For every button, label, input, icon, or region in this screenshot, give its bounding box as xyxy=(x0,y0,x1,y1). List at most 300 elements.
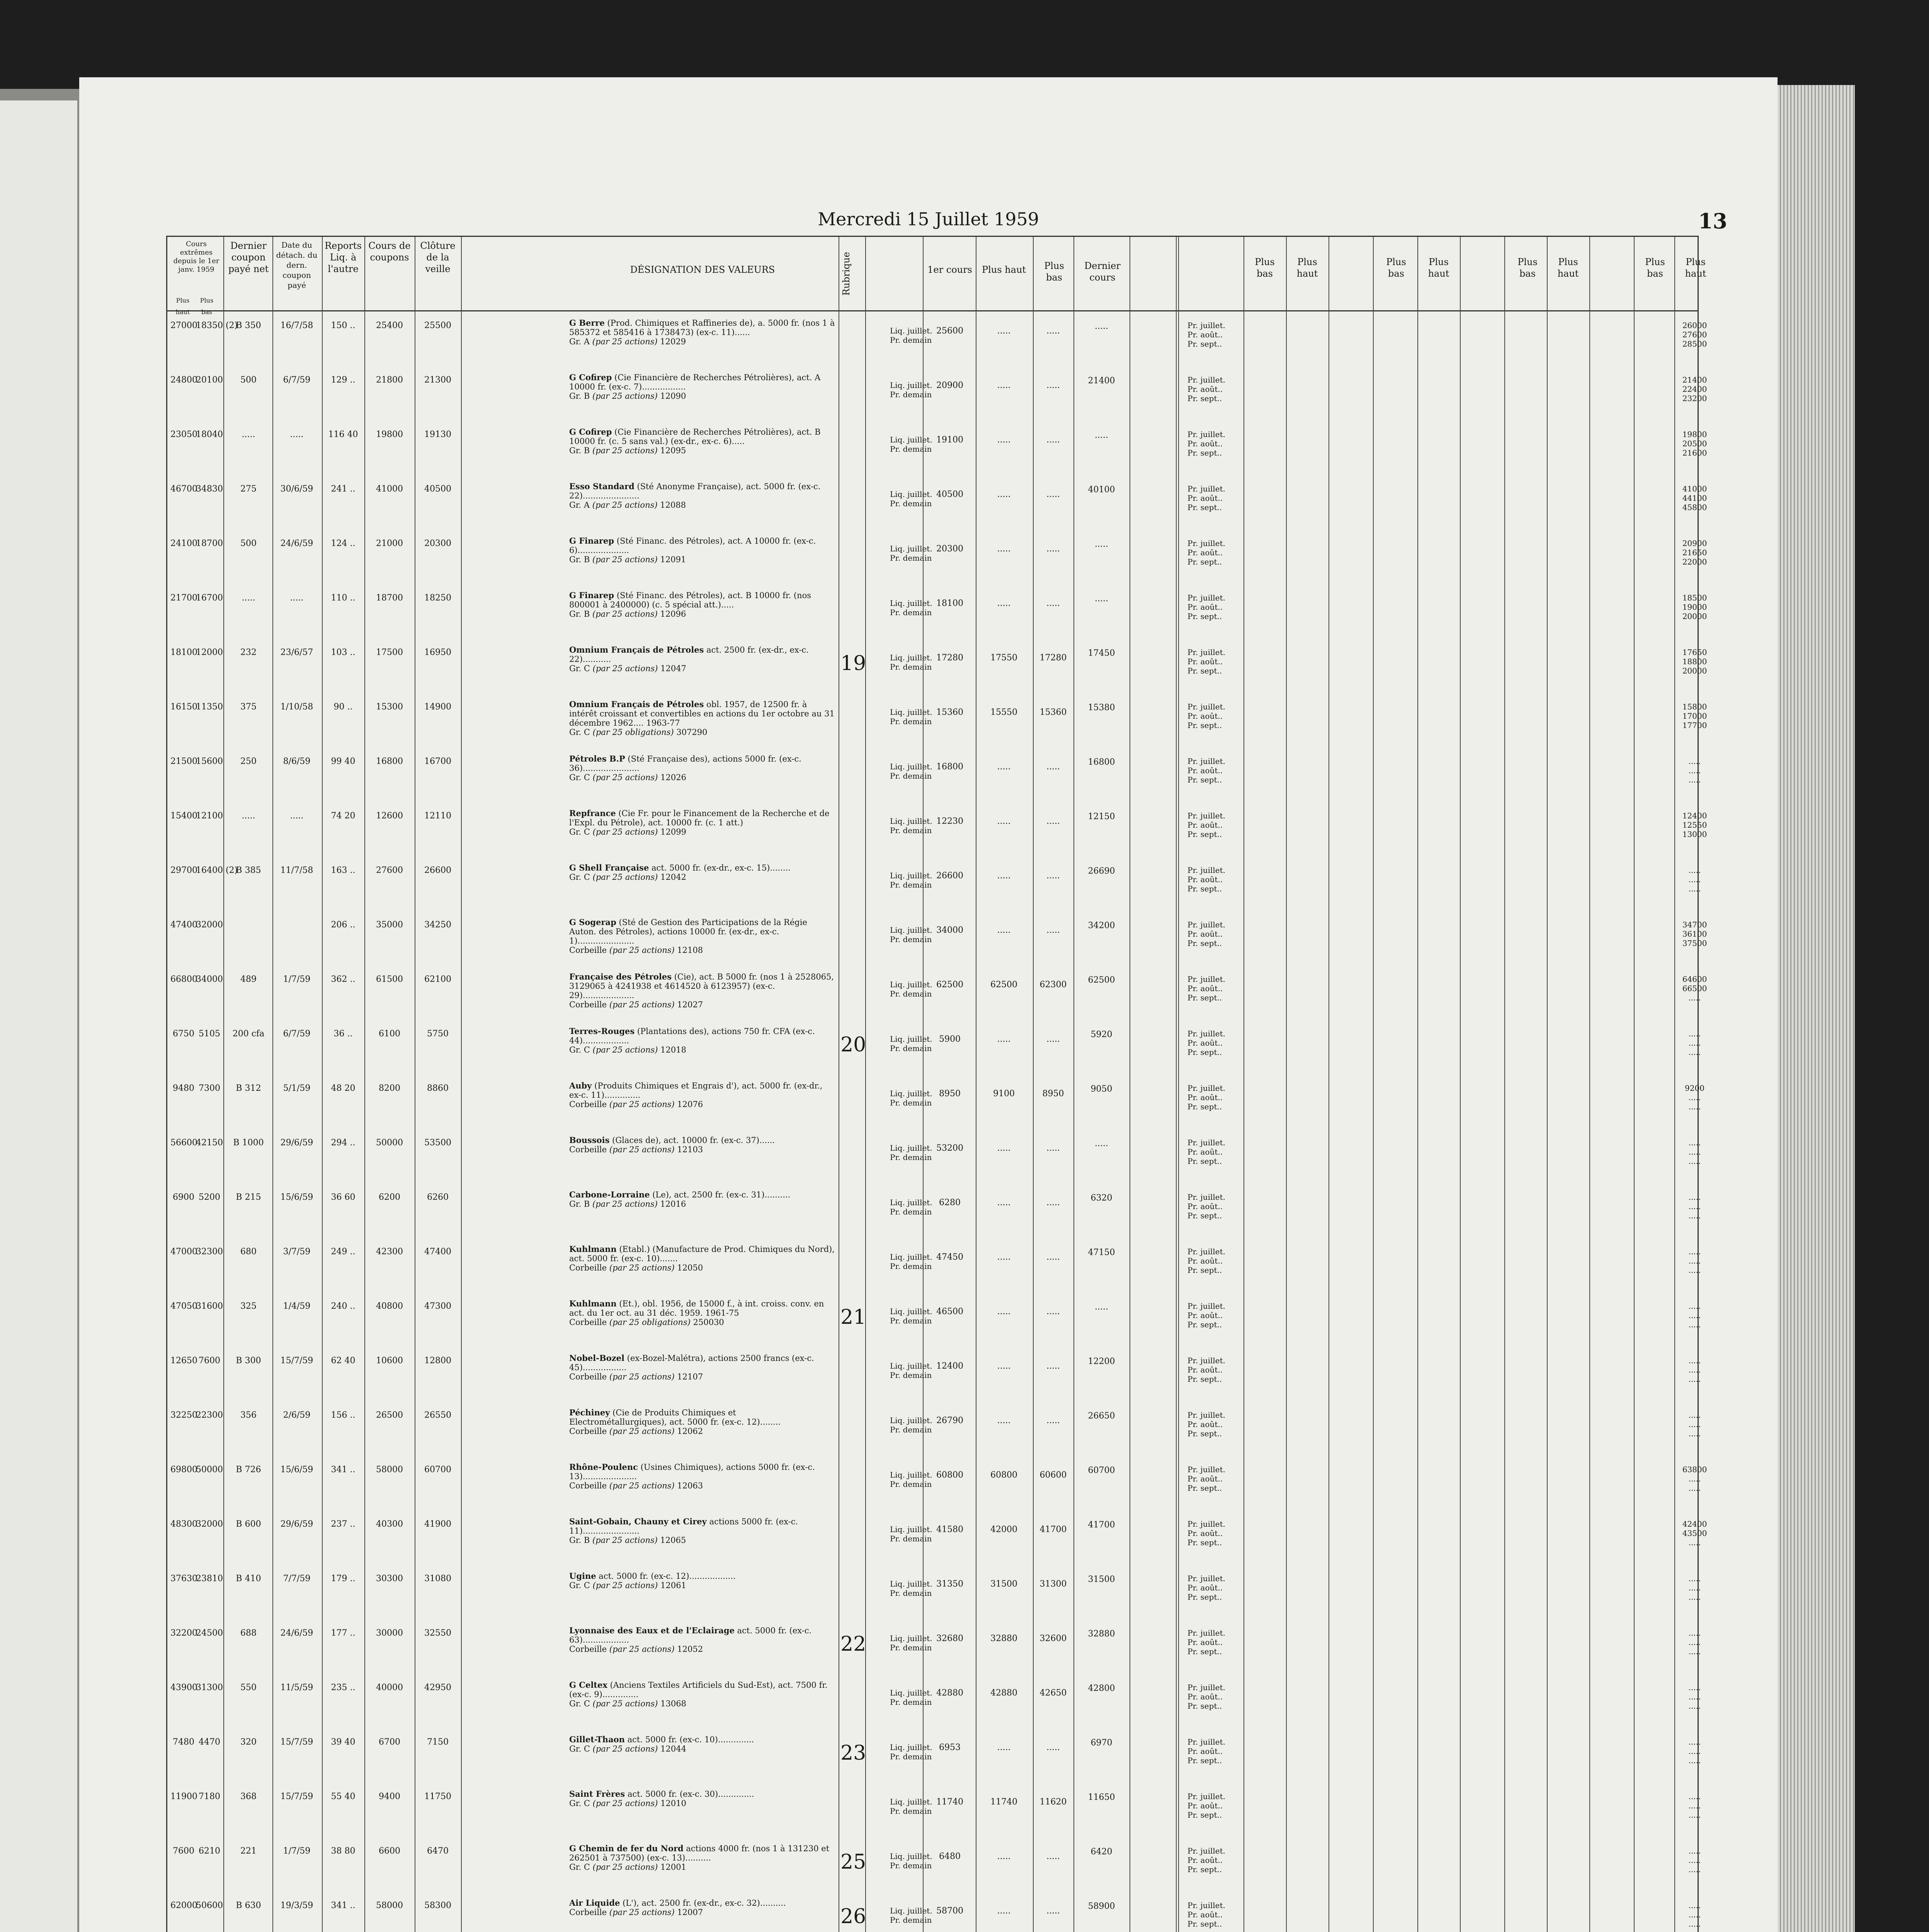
forward-price: ..... xyxy=(1688,1701,1701,1711)
plus-bas-today: ..... xyxy=(1046,1034,1060,1044)
reports-value: 74 20 xyxy=(331,811,356,821)
plus-haut-value: 6750 xyxy=(173,1029,194,1039)
plus-bas-today: 8950 xyxy=(1042,1089,1064,1099)
security-description: act. 5000 fr. (ex-dr., ex-c. 15)........ xyxy=(652,863,791,872)
security-description: (Cie Financière de Recherches Pétrolières), act. A 10000 fr. (ex-c. 7)................. xyxy=(569,373,821,391)
plus-bas-value: 31600 xyxy=(196,1301,223,1311)
security-name: G Cofirep xyxy=(569,427,612,437)
liq-label: Liq. juillet. xyxy=(890,599,932,608)
liq-label: Pr. demain xyxy=(890,880,932,889)
forward-prices xyxy=(1676,430,1713,457)
reports-value: 177 .. xyxy=(331,1628,356,1638)
lot-size: (par 25 actions) xyxy=(609,1000,675,1009)
col-designation: DÉSIGNATION DES VALEURS xyxy=(630,264,775,275)
cloture-value: 34250 xyxy=(424,920,451,930)
market-group: Corbeille xyxy=(569,1000,607,1009)
dernier-coupon-value: B 350 xyxy=(236,321,261,330)
forward-price: 66500 xyxy=(1682,984,1707,993)
date-detach-value: 3/7/59 xyxy=(283,1247,311,1257)
lot-size: (par 25 actions) xyxy=(592,1799,658,1808)
liq-label: Liq. juillet. xyxy=(890,762,932,771)
designation xyxy=(569,754,836,782)
forward-label: Pr. juillet. xyxy=(1187,1683,1226,1692)
plus-bas-today: ..... xyxy=(1046,925,1060,935)
lot-size: (par 25 actions) xyxy=(592,1581,658,1590)
designation xyxy=(569,1898,836,1917)
designation xyxy=(569,591,836,619)
forward-price: ..... xyxy=(1688,1256,1701,1265)
forward-labels xyxy=(1187,702,1245,730)
lot-size: (par 25 actions) xyxy=(592,446,658,455)
forward-labels xyxy=(1187,1683,1245,1711)
reports-value: 341 .. xyxy=(331,1465,356,1475)
plus-bas-value: 4470 xyxy=(199,1737,220,1747)
security-description: (Cie Fr. pour le Financement de la Recherche et de l'Expl. du Pétrole), act. 10000 fr. (c. 1 att.) xyxy=(569,809,830,827)
table-body xyxy=(167,316,1707,1932)
forward-prices xyxy=(1676,1519,1713,1547)
premier-cours-value: 6280 xyxy=(939,1198,961,1208)
dernier-coupon-value: ..... xyxy=(242,811,255,821)
forward-price: ..... xyxy=(1688,1628,1701,1638)
lot-size: (par 25 actions) xyxy=(592,391,658,401)
designation xyxy=(569,536,836,564)
dernier-cours-value: 26650 xyxy=(1088,1411,1115,1421)
date-detach-value: 8/6/59 xyxy=(283,757,311,766)
liq-label: Liq. juillet. xyxy=(890,1034,932,1044)
table-row xyxy=(167,1842,1701,1896)
newspaper-page xyxy=(79,77,1778,1932)
col-cours-coupons: Cours de coupons xyxy=(368,240,411,263)
security-code: 12090 xyxy=(660,391,686,401)
forward-price: ..... xyxy=(1688,1311,1701,1320)
lot-size: (par 25 actions) xyxy=(609,1481,675,1490)
forward-label: Pr. juillet. xyxy=(1187,539,1226,548)
designation xyxy=(569,1463,836,1490)
forward-labels xyxy=(1187,866,1245,893)
forward-label: Pr. août.. xyxy=(1187,1474,1223,1483)
forward-label: Pr. août.. xyxy=(1187,1365,1223,1374)
col-date-detach: Date du détach. du dern. coupon payé xyxy=(276,240,318,290)
rubrique-number: 26 xyxy=(840,1905,866,1928)
security-code: 12103 xyxy=(677,1145,703,1154)
security-name: G Berre xyxy=(569,318,605,328)
plus-bas-value: 7600 xyxy=(199,1356,220,1366)
security-description: (Cie Financière de Recherches Pétrolières), act. B 10000 fr. (c. 5 sans val.) (ex-dr., ex-c. 6)..... xyxy=(569,427,821,446)
security-name: Terres-Rouges xyxy=(569,1026,635,1036)
plus-haut-value: 18100 xyxy=(170,648,197,657)
market-group: Corbeille xyxy=(569,1908,607,1917)
dernier-coupon-value: B 600 xyxy=(236,1519,261,1529)
lot-size: (par 25 actions) xyxy=(609,1263,675,1272)
plus-haut-today: ..... xyxy=(997,435,1011,445)
forward-label: Pr. juillet. xyxy=(1187,920,1226,929)
security-code: 12076 xyxy=(677,1100,703,1109)
market-group: Corbeille xyxy=(569,1100,607,1109)
plus-bas-today: ..... xyxy=(1046,1743,1060,1752)
security-name: Esso Standard xyxy=(569,481,634,491)
security-name: Auby xyxy=(569,1081,592,1090)
plus-haut-today: 42000 xyxy=(990,1525,1017,1534)
plus-haut-value: 47400 xyxy=(170,920,197,930)
plus-bas-value: 42150 xyxy=(196,1138,223,1148)
date-detach-value: 1/7/59 xyxy=(283,975,311,984)
forward-label: Pr. sept.. xyxy=(1187,1320,1222,1329)
forward-price: 17650 xyxy=(1682,648,1707,657)
forward-label: Pr. sept.. xyxy=(1187,1048,1222,1057)
liq-label: Liq. juillet. xyxy=(890,653,932,662)
security-description: (Sté Anonyme Française), act. 5000 fr. (ex-c. 22)...................... xyxy=(569,482,821,500)
forward-label: Pr. août.. xyxy=(1187,1256,1223,1265)
forward-price: 20000 xyxy=(1682,666,1707,675)
designation xyxy=(569,1735,836,1753)
dernier-cours-value: 16800 xyxy=(1088,757,1115,767)
plus-haut-value: 32250 xyxy=(170,1410,197,1420)
lot-size: (par 25 actions) xyxy=(592,1045,658,1054)
liq-label: Liq. juillet. xyxy=(890,1852,932,1861)
forward-price: ..... xyxy=(1688,1737,1701,1747)
reports-value: 241 .. xyxy=(331,484,356,494)
plus-haut-value: 37630 xyxy=(170,1574,197,1583)
forward-label: Pr. juillet. xyxy=(1187,1301,1226,1311)
lot-size: (par 25 obligations) xyxy=(592,728,674,737)
market-group: Corbeille xyxy=(569,1263,607,1272)
cours-coupons-value: 40000 xyxy=(376,1683,403,1692)
forward-price: ..... xyxy=(1688,866,1701,875)
forward-price: ..... xyxy=(1688,1583,1701,1592)
plus-bas-value: 16400 (2) xyxy=(196,866,238,875)
cours-coupons-value: 21800 xyxy=(376,375,403,385)
forward-prices xyxy=(1676,1192,1713,1220)
col-fut-plus-haut-4: Plus haut xyxy=(1685,257,1706,279)
dernier-coupon-value: 500 xyxy=(240,539,257,548)
security-name: G Chemin de fer du Nord xyxy=(569,1844,684,1853)
forward-price: 22400 xyxy=(1682,384,1707,394)
security-name: G Cofirep xyxy=(569,372,612,382)
lot-size: (par 25 actions) xyxy=(609,1427,675,1436)
forward-label: Pr. août.. xyxy=(1187,766,1223,775)
stock-table xyxy=(166,236,1707,1932)
forward-price: ..... xyxy=(1688,1683,1701,1692)
liq-label: Liq. juillet. xyxy=(890,871,932,880)
forward-label: Pr. juillet. xyxy=(1187,1029,1226,1038)
forward-label: Pr. juillet. xyxy=(1187,866,1226,875)
liq-label: Pr. demain xyxy=(890,1207,932,1216)
forward-prices xyxy=(1676,321,1713,349)
forward-prices xyxy=(1676,702,1713,730)
cours-coupons-value: 6700 xyxy=(379,1737,400,1747)
forward-price: 20500 xyxy=(1682,439,1707,448)
forward-label: Pr. sept.. xyxy=(1187,1810,1222,1820)
plus-haut-today: ..... xyxy=(997,925,1011,935)
designation xyxy=(569,863,836,882)
table-row xyxy=(167,1351,1701,1405)
security-code: 12107 xyxy=(677,1372,703,1381)
forward-label: Pr. août.. xyxy=(1187,1202,1223,1211)
forward-label: Pr. sept.. xyxy=(1187,939,1222,948)
forward-price: ..... xyxy=(1688,1247,1701,1256)
market-group: Corbeille xyxy=(569,946,607,955)
forward-labels xyxy=(1187,757,1245,784)
liq-label: Liq. juillet. xyxy=(890,1198,932,1207)
security-description: (Cie), act. B 5000 fr. (nos 1 à 2528065, 3129065 à 4241938 et 4614520 à 6123957) (ex-c. 29).................... xyxy=(569,972,834,1000)
dernier-cours-value: 11650 xyxy=(1088,1793,1115,1802)
plus-bas-value: 32300 xyxy=(196,1247,223,1257)
premier-cours-value: 6953 xyxy=(939,1743,961,1752)
forward-price: ..... xyxy=(1688,766,1701,775)
forward-prices xyxy=(1676,1083,1713,1111)
security-description: (Le), act. 2500 fr. (ex-c. 31).......... xyxy=(652,1190,791,1199)
forward-label: Pr. juillet. xyxy=(1187,702,1226,711)
premier-cours-value: 15360 xyxy=(936,707,963,717)
liq-label: Pr. demain xyxy=(890,499,932,508)
forward-label: Pr. sept.. xyxy=(1187,1592,1222,1602)
rubrique-number: 22 xyxy=(840,1633,866,1656)
plus-haut-today: 62500 xyxy=(990,980,1017,990)
plus-haut-value: 21700 xyxy=(170,593,197,603)
plus-haut-today: 42880 xyxy=(990,1688,1017,1698)
forward-label: Pr. août.. xyxy=(1187,1801,1223,1810)
lot-size: (par 25 actions) xyxy=(609,1145,675,1154)
designation xyxy=(569,1081,836,1109)
forward-labels xyxy=(1187,1574,1245,1602)
forward-label: Pr. août.. xyxy=(1187,657,1223,666)
forward-price: ..... xyxy=(1688,993,1701,1002)
forward-price: ..... xyxy=(1688,1301,1701,1311)
forward-labels xyxy=(1187,375,1245,403)
cloture-value: 11750 xyxy=(424,1792,451,1801)
reports-value: 179 .. xyxy=(331,1574,356,1583)
forward-price: ..... xyxy=(1688,1919,1701,1929)
plus-bas-value: 12000 xyxy=(196,648,223,657)
liq-label: Pr. demain xyxy=(890,444,932,454)
cloture-value: 26550 xyxy=(424,1410,451,1420)
plus-bas-today: ..... xyxy=(1046,762,1060,772)
dernier-cours-value: 31500 xyxy=(1088,1575,1115,1584)
liq-label: Pr. demain xyxy=(890,1425,932,1434)
forward-price: 17000 xyxy=(1682,711,1707,721)
forward-labels xyxy=(1187,1138,1245,1166)
date-detach-value: 16/7/58 xyxy=(280,321,313,330)
designation xyxy=(569,1680,836,1708)
lot-size: (par 25 actions) xyxy=(592,1199,658,1209)
cours-coupons-value: 27600 xyxy=(376,866,403,875)
date-detach-value: 1/10/58 xyxy=(280,702,313,712)
security-description: obl. 1957, de 12500 fr. à intérêt croissant et convertibles en actions du 1er octobre au 31 décembre 1962.... 1963-77 xyxy=(569,700,835,728)
forward-label: Pr. sept.. xyxy=(1187,557,1222,566)
reports-value: 116 40 xyxy=(328,430,358,439)
dernier-cours-value: 41700 xyxy=(1088,1520,1115,1530)
rubrique-number: 20 xyxy=(840,1033,866,1056)
plus-haut-value: 48300 xyxy=(170,1519,197,1529)
plus-haut-today: ..... xyxy=(997,544,1011,554)
premier-cours-value: 11740 xyxy=(936,1797,963,1807)
dernier-coupon-value: 356 xyxy=(240,1410,257,1420)
security-name: Repfrance xyxy=(569,808,616,818)
market-group: Gr. A xyxy=(569,337,590,346)
forward-prices xyxy=(1676,1792,1713,1820)
premier-cours-value: 12400 xyxy=(936,1361,963,1371)
liq-label: Liq. juillet. xyxy=(890,816,932,826)
cloture-value: 53500 xyxy=(424,1138,451,1148)
col-fut-plus-bas-3: Plus bas xyxy=(1517,257,1538,279)
security-code: 12099 xyxy=(660,827,686,837)
market-group: Gr. A xyxy=(569,500,590,510)
forward-label: Pr. juillet. xyxy=(1187,430,1226,439)
plus-haut-today: ..... xyxy=(997,762,1011,772)
forward-label: Pr. août.. xyxy=(1187,1529,1223,1538)
forward-label: Pr. sept.. xyxy=(1187,1865,1222,1874)
forward-price: ..... xyxy=(1688,1029,1701,1038)
security-name: Lyonnaise des Eaux et de l'Eclairage xyxy=(569,1626,735,1635)
security-name: Gillet-Thaon xyxy=(569,1735,625,1744)
forward-prices xyxy=(1676,1301,1713,1329)
liq-label: Pr. demain xyxy=(890,608,932,617)
security-description: act. 5000 fr. (ex-c. 30).............. xyxy=(627,1789,754,1799)
table-row xyxy=(167,1079,1704,1133)
lot-size: (par 25 actions) xyxy=(592,1862,658,1872)
reports-value: 235 .. xyxy=(331,1683,356,1692)
security-code: 12108 xyxy=(677,946,703,955)
plus-haut-value: 46700 xyxy=(170,484,197,494)
cloture-value: 16950 xyxy=(424,648,451,657)
forward-price: ..... xyxy=(1688,1801,1701,1810)
forward-labels xyxy=(1187,539,1245,566)
dernier-coupon-value: ..... xyxy=(242,593,255,603)
date-detach-value: 11/7/58 xyxy=(280,866,313,875)
forward-label: Pr. août.. xyxy=(1187,929,1223,939)
forward-label: Pr. sept.. xyxy=(1187,339,1222,349)
liq-label: Liq. juillet. xyxy=(890,544,932,553)
cloture-value: 8860 xyxy=(427,1083,449,1093)
security-code: 12096 xyxy=(660,609,686,619)
cloture-value: 12800 xyxy=(424,1356,451,1366)
liq-label: Pr. demain xyxy=(890,1480,932,1489)
security-name: Péchiney xyxy=(569,1408,610,1417)
security-description: act. 5000 fr. (ex-c. 63).................. xyxy=(569,1626,812,1645)
forward-labels xyxy=(1187,1083,1245,1111)
dernier-coupon-value: 688 xyxy=(240,1628,257,1638)
security-name: Saint Frères xyxy=(569,1789,625,1799)
market-group: Gr. B xyxy=(569,1199,590,1209)
forward-prices xyxy=(1676,1029,1713,1057)
premier-cours-value: 16800 xyxy=(936,762,963,772)
forward-price: ..... xyxy=(1688,1846,1701,1855)
liq-label: Pr. demain xyxy=(890,1534,932,1543)
forward-prices xyxy=(1676,1846,1713,1874)
designation xyxy=(569,373,836,401)
col-fut-plus-haut-3: Plus haut xyxy=(1557,257,1579,279)
liq-label: Liq. juillet. xyxy=(890,435,932,444)
security-code: 12052 xyxy=(677,1645,703,1654)
forward-label: Pr. sept.. xyxy=(1187,503,1222,512)
market-group: Gr. B xyxy=(569,609,590,619)
liq-label: Pr. demain xyxy=(890,1044,932,1053)
forward-price: 63800 xyxy=(1682,1465,1707,1474)
security-description: (L'), act. 2500 fr. (ex-dr., ex-c. 32).......... xyxy=(623,1898,786,1908)
forward-label: Pr. juillet. xyxy=(1187,1410,1226,1420)
forward-price: 21400 xyxy=(1682,375,1707,384)
liq-label: Liq. juillet. xyxy=(890,1743,932,1752)
security-name: Boussois xyxy=(569,1135,610,1145)
forward-label: Pr. août.. xyxy=(1187,330,1223,339)
market-group: Gr. B xyxy=(569,1536,590,1545)
market-group: Gr. C xyxy=(569,728,590,737)
designation xyxy=(569,1027,836,1054)
cloture-value: 19130 xyxy=(424,430,451,439)
security-name: G Shell Française xyxy=(569,863,649,872)
forward-price: ..... xyxy=(1688,1747,1701,1756)
plus-bas-value: 12100 xyxy=(196,811,223,821)
forward-prices xyxy=(1676,1138,1713,1166)
plus-bas-value: 16700 xyxy=(196,593,223,603)
security-code: 12062 xyxy=(677,1427,703,1436)
table-row xyxy=(167,371,1707,425)
security-name: Nobel-Bozel xyxy=(569,1353,624,1363)
forward-label: Pr. juillet. xyxy=(1187,1519,1226,1529)
forward-label: Pr. août.. xyxy=(1187,984,1223,993)
market-group: Gr. C xyxy=(569,1581,590,1590)
cloture-value: 31080 xyxy=(424,1574,451,1583)
forward-price: ..... xyxy=(1688,1792,1701,1801)
date-detach-value: 29/6/59 xyxy=(280,1519,313,1529)
security-name: Omnium Français de Pétroles xyxy=(569,645,704,655)
reports-value: 48 20 xyxy=(331,1083,356,1093)
plus-haut-value: 69800 xyxy=(170,1465,197,1475)
date-detach-value: ..... xyxy=(290,593,304,603)
col-fut-plus-haut-2: Plus haut xyxy=(1428,257,1449,279)
lot-size: (par 25 actions) xyxy=(592,1536,658,1545)
plus-bas-today: ..... xyxy=(1046,1143,1060,1153)
dernier-coupon-value: 500 xyxy=(240,375,257,385)
forward-labels xyxy=(1187,1465,1245,1493)
premier-cours-value: 8950 xyxy=(939,1089,961,1099)
liq-label: Pr. demain xyxy=(890,553,932,563)
security-description: (Usines Chimiques), actions 5000 fr. (ex-c. 13)..................... xyxy=(569,1463,815,1481)
dernier-coupon-value: 232 xyxy=(240,648,257,657)
date-detach-value: 1/7/59 xyxy=(283,1846,311,1856)
forward-label: Pr. sept.. xyxy=(1187,1701,1222,1711)
plus-bas-today: ..... xyxy=(1046,435,1060,445)
liq-label: Pr. demain xyxy=(890,662,932,672)
cours-coupons-value: 21000 xyxy=(376,539,403,548)
plus-haut-today: ..... xyxy=(997,1906,1011,1916)
forward-price: ..... xyxy=(1688,1474,1701,1483)
dernier-cours-value: 32880 xyxy=(1088,1629,1115,1639)
reports-value: 341 .. xyxy=(331,1901,356,1910)
liq-label: Pr. demain xyxy=(890,826,932,835)
forward-prices xyxy=(1676,920,1713,948)
liq-label: Liq. juillet. xyxy=(890,1470,932,1480)
plus-haut-value: 23050 xyxy=(170,430,197,439)
reports-value: 103 .. xyxy=(331,648,356,657)
dernier-cours-value: 6420 xyxy=(1090,1847,1112,1857)
liq-label: Liq. juillet. xyxy=(890,1143,932,1153)
liq-label: Liq. juillet. xyxy=(890,1634,932,1643)
dernier-coupon-value: B 410 xyxy=(236,1574,261,1583)
premier-cours-value: 20300 xyxy=(936,544,963,554)
plus-bas-today: ..... xyxy=(1046,816,1060,826)
date-detach-value: 23/6/57 xyxy=(280,648,313,657)
dernier-cours-value: 58900 xyxy=(1088,1901,1115,1911)
premier-cours-value: 32680 xyxy=(936,1634,963,1643)
date-detach-value: 2/6/59 xyxy=(283,1410,311,1420)
date-detach-value: 5/1/59 xyxy=(283,1083,311,1093)
security-code: 12091 xyxy=(660,555,686,564)
col-fut-plus-bas-1: Plus bas xyxy=(1255,257,1275,279)
forward-label: Pr. juillet. xyxy=(1187,593,1226,602)
table-row xyxy=(167,806,1707,861)
rubrique-number: 23 xyxy=(840,1742,866,1765)
